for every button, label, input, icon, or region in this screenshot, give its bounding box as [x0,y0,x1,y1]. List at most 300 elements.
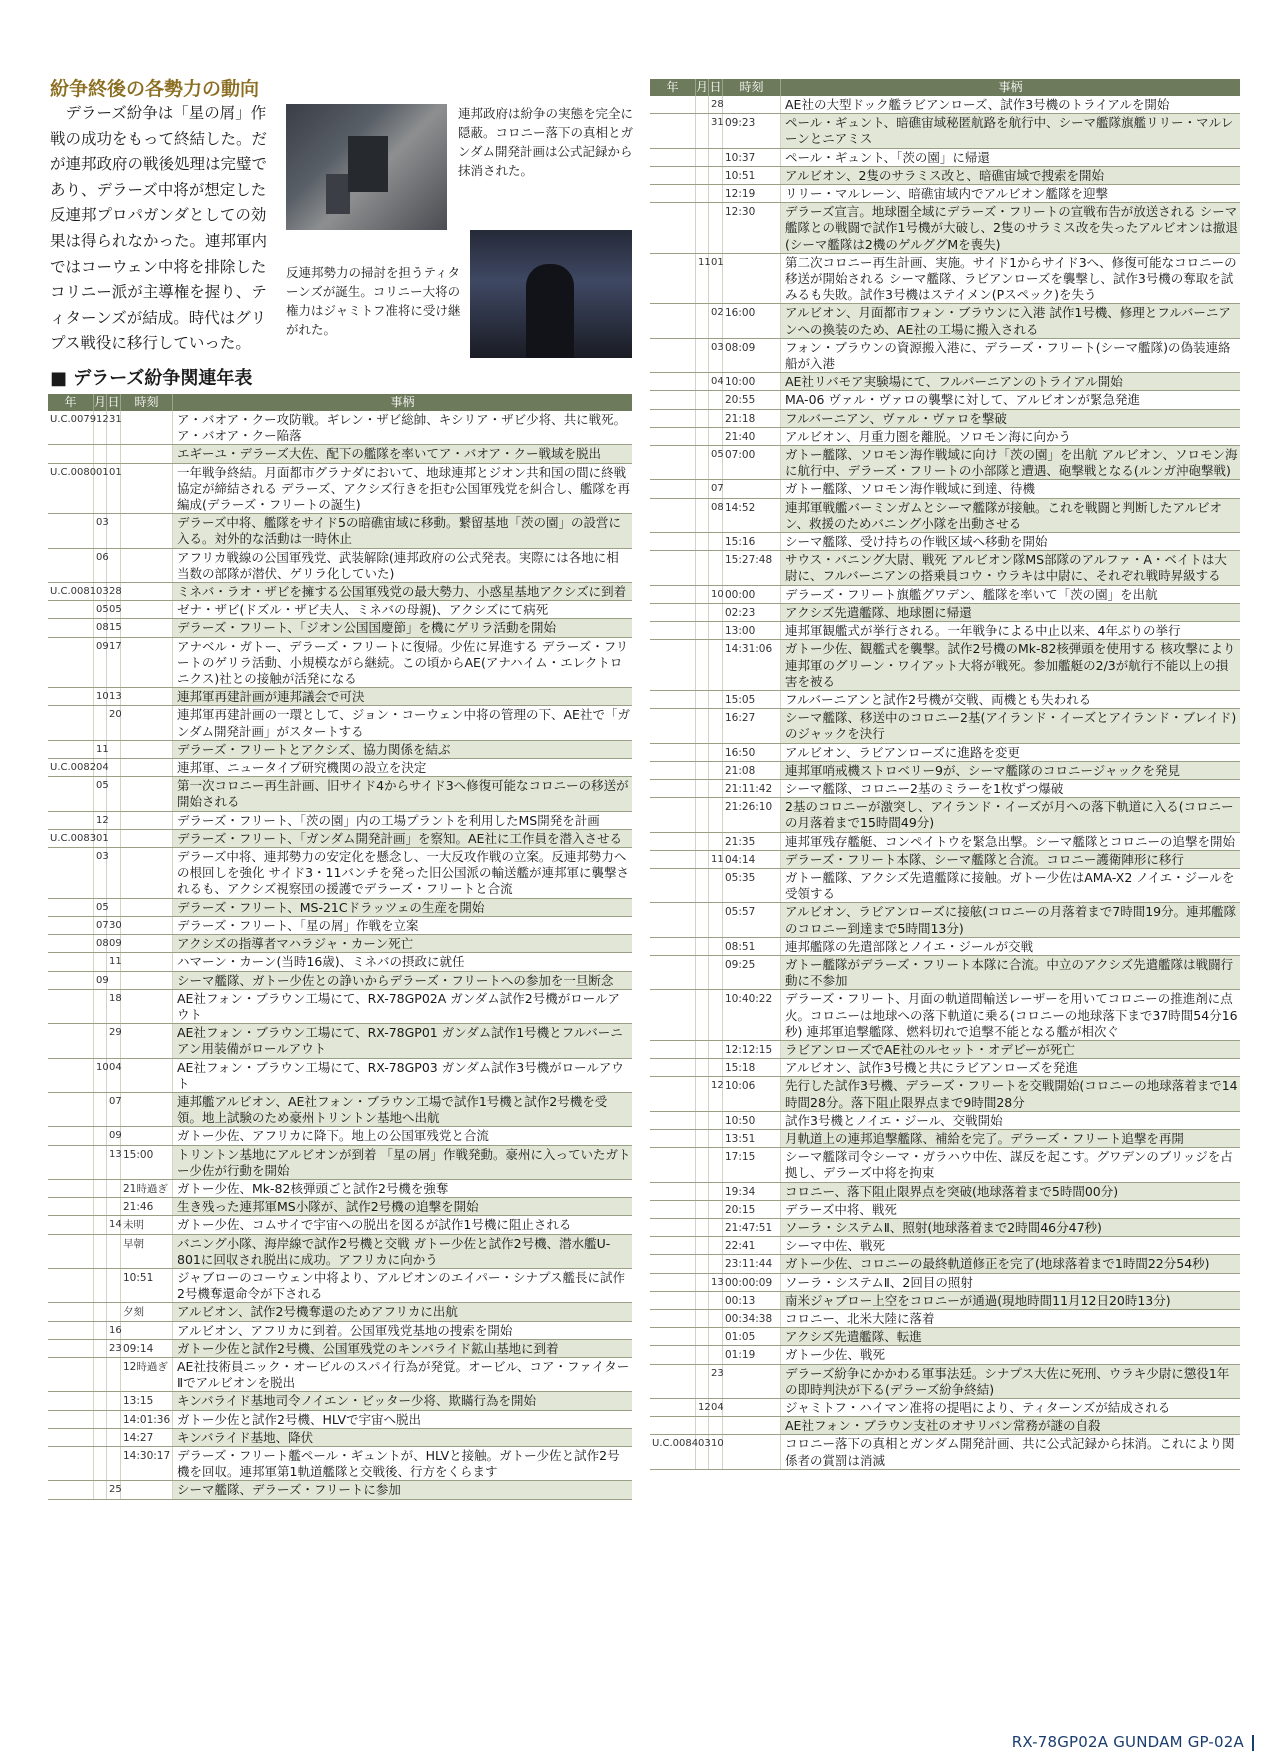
month-cell [696,185,709,202]
header-day: 日 [709,80,722,94]
day-cell [709,691,723,708]
year-cell [650,114,696,147]
month-cell [94,1322,107,1339]
year-cell [48,777,94,810]
day-cell [107,1392,121,1409]
month-cell [696,1148,709,1181]
time-cell: 00:00 [723,586,781,603]
time-cell: 16:50 [723,744,781,761]
event-cell: ゼナ・ザビ(ドズル・ザビ夫人、ミネバの母親)、アクシズにて病死 [177,602,549,618]
event-cell: キンバライド基地司令ノイエン・ビッター少将、欺瞞行為を開始 [173,1392,632,1409]
time-cell: 21時過ぎ [121,1180,173,1197]
day-cell [107,777,121,810]
time-cell [723,1417,781,1434]
time-cell [121,638,173,688]
time-cell: 01:19 [723,1346,781,1363]
day-cell [709,1130,723,1147]
year-cell: U.C.0080 [48,464,94,514]
year-cell [650,185,696,202]
year-cell [650,780,696,797]
event-cell: ジャミトフ・ハイマン准将の提唱により、ティターンズが結成される [785,1400,1171,1416]
day-cell: 31 [107,411,121,444]
table-row [650,744,1240,762]
day-cell [709,1255,723,1272]
time-cell [121,812,173,829]
day-cell [709,149,723,166]
year-cell: U.C.0082 [48,759,94,776]
year-cell [650,586,696,603]
day-cell [107,1411,121,1428]
table-row [650,304,1240,338]
time-cell [121,445,173,462]
event-cell: ガトー艦隊、アクシズ先遣艦隊に接触。ガトー少佐はAMA-X2 ノイエ・ジールを受領する [785,869,1235,902]
table-row [48,1392,632,1410]
month-cell: 05 [94,777,107,810]
event-cell: ソーラ・システムⅡ、照射(地球落着まで2時間46分47秒) [781,1219,1240,1236]
table-row [48,972,632,990]
year-cell: U.C.0081 [48,583,94,600]
time-cell [121,583,173,600]
day-cell: 28 [709,96,723,113]
month-cell: 10 [94,1059,107,1092]
month-cell: 11 [94,741,107,758]
month-cell [696,1328,709,1345]
time-cell: 22:41 [723,1237,781,1254]
table-row [650,185,1240,203]
event-cell: アクシズの指導者マハラジャ・カーン死亡 [173,935,632,952]
event-cell: AE社リバモア実験場にて、フルバーニアンのトライアル開始 [781,373,1240,390]
header-event: 事柄 [390,395,415,409]
event-cell: AE社技術員ニック・オービルのスパイ行為が発覚。オービル、コア・ファイターⅡでアルビオンを脱出 [177,1358,630,1391]
event-cell: ガトー少佐と試作2号機、公国軍残党のキンバライド鉱山基地に到着 [173,1340,632,1357]
year-cell [650,604,696,621]
table-header [48,394,632,411]
time-cell: 05:35 [723,869,781,902]
year-cell [48,445,94,462]
day-cell: 13 [107,1146,121,1179]
month-cell [696,851,709,868]
year-cell [48,688,94,705]
year-cell [650,762,696,779]
day-cell [709,869,723,902]
day-cell [709,833,723,850]
month-cell [696,304,709,337]
event-cell: デラーズ・フリート、「星の屑」作戦を立案 [177,917,419,933]
intro-text [50,101,276,357]
time-cell: 14:52 [723,499,781,532]
year-cell [48,848,94,898]
time-cell: 10:51 [121,1269,173,1302]
time-cell: 10:40:22 [723,990,781,1040]
day-cell: 13 [107,688,121,705]
month-cell: 09 [94,638,107,688]
table-row [650,709,1240,743]
table-row [650,1365,1240,1399]
header-month: 月 [696,80,709,94]
day-cell: 14 [107,1216,121,1233]
year-cell [48,1127,94,1144]
table-row [48,514,632,548]
event-cell: ミネバ・ラオ・ザビを擁する公国軍残党の最大勢力、小惑星基地アクシズに到着 [173,583,632,600]
time-cell: 00:00:09 [723,1274,781,1291]
table-row [650,339,1240,373]
year-cell [48,1303,94,1320]
year-cell [650,373,696,390]
event-cell: 第一次コロニー再生計画、旧サイド4からサイド3へ修復可能なコロニーの移送が開始される [173,777,632,810]
photo-caption-2: 反連邦勢力の掃討を担うティターンズが誕生。コリニー大将の権力はジャミトフ准将に受け継がれた。 [286,265,461,337]
month-cell [94,1269,107,1302]
table-row [48,1303,632,1321]
table-row [48,688,632,706]
table-row [650,1274,1240,1292]
photo-conference-room [286,104,447,230]
time-cell: 15:18 [723,1059,781,1076]
month-cell: 12 [94,812,107,829]
day-cell [709,640,723,690]
event-cell: シーマ艦隊、移送中のコロニー2基(アイランド・イーズとアイランド・ブレイド)のジャックを決行 [781,709,1240,742]
month-cell [696,551,709,584]
month-cell: 03 [94,514,107,547]
day-cell [107,848,121,898]
year-cell [48,619,94,636]
table-body [48,411,632,1500]
year-cell [48,1481,94,1498]
event-cell: 連邦軍再建計画が連邦議会で可決 [173,688,632,705]
month-cell [696,1077,709,1110]
year-cell [48,1429,94,1446]
day-cell [709,185,723,202]
day-cell: 20 [107,706,121,739]
month-cell [696,533,709,550]
event-cell: ア・バオア・クー攻防戦。ギレン・ザビ総帥、キシリア・ザビ少将、共に戦死。ア・バオア・クー陥落 [177,412,627,444]
day-cell: 31 [709,114,723,147]
table-row [48,1235,632,1269]
table-row [650,869,1240,903]
day-cell [107,1303,121,1320]
year-cell [650,833,696,850]
month-cell [696,938,709,955]
table-row [650,1219,1240,1237]
time-cell [121,972,173,989]
time-cell [121,990,173,1023]
time-cell [723,480,781,497]
year-cell [48,1024,94,1057]
year-cell: U.C.0084 [650,1435,696,1468]
month-cell [696,1059,709,1076]
event-cell: アルビオン、アフリカに到着。公国軍残党基地の捜索を開始 [177,1322,513,1338]
day-cell [709,903,723,936]
table-row [650,1435,1240,1469]
table-row [48,411,632,445]
time-cell: 00:34:38 [723,1310,781,1327]
event-cell: アクシズ先遣艦隊、転進 [781,1328,1240,1345]
year-cell [48,1269,94,1302]
month-cell: 03 [94,583,107,600]
event-cell: アルビオン、ラビアンローズに進路を変更 [785,744,1020,760]
event-cell: フォン・ブラウンの資源搬入港に、デラーズ・フリート(シーマ艦隊)の偽装連絡船が入港 [785,339,1231,372]
event-cell: デラーズ・フリート旗艦グワデン、艦隊を率いて「茨の園」を出航 [785,586,1158,602]
day-cell [709,956,723,989]
time-cell [121,601,173,618]
year-cell [650,1148,696,1181]
year-cell [650,254,696,304]
day-cell [709,990,723,1040]
time-cell: 21:35 [723,833,781,850]
day-cell: 09 [107,1127,121,1144]
time-cell [121,917,173,934]
month-cell: 01 [94,464,107,514]
year-cell [650,1183,696,1200]
event-cell: バニング小隊、海岸線で試作2号機と交戦 ガトー少佐と試作2号機、潜水艦U-801に回収され脱出に成功。アフリカに向かう [173,1235,632,1268]
day-cell [709,1417,723,1434]
event-cell: アナベル・ガトー、デラーズ・フリートに復帰。少佐に昇進する デラーズ・フリートのゲリラ活動、小規模ながら継続。この頃からAE(アナハイム・エレクトロニクス)社との接触が活発になる [177,638,629,687]
year-cell [650,410,696,427]
time-cell [723,1399,781,1416]
day-cell [107,1198,121,1215]
table-row [650,938,1240,956]
event-cell: デラーズ・フリート、「ジオン公国国慶節」を機にゲリラ活動を開始 [173,619,632,636]
day-cell [107,741,121,758]
time-cell [121,1093,173,1126]
day-cell [709,1201,723,1218]
month-cell [696,1183,709,1200]
year-cell [48,706,94,739]
event-cell: ガトー艦隊、ソロモン海作戦域に到達、待機 [785,481,1036,497]
day-cell [107,445,121,462]
time-cell: 05:57 [723,903,781,936]
table-row [48,1180,632,1198]
table-row [48,1481,632,1499]
event-cell: 連邦軍観艦式が挙行される。一年戦争による中止以来、4年ぶりの挙行 [785,623,1181,639]
year-cell [48,1447,94,1480]
month-cell [696,691,709,708]
day-cell: 08 [709,499,723,532]
time-cell [121,1024,173,1057]
month-cell: 12 [94,411,107,444]
time-cell: 14:27 [121,1429,173,1446]
table-row [48,549,632,583]
year-cell [650,1365,696,1398]
month-cell [696,1274,709,1291]
table-row [48,706,632,740]
month-cell [696,1310,709,1327]
year-cell [650,446,696,479]
month-cell [94,1024,107,1057]
month-cell [696,640,709,690]
timeline-title: ■ デラーズ紛争関連年表 [50,368,253,389]
month-cell: 12 [696,1399,709,1416]
month-cell [696,604,709,621]
photo-caption-1: 連邦政府は紛争の実態を完全に隠蔽。コロニー落下の真相とガンダム開発計画は公式記録から抹消された。 [458,106,634,178]
event-cell: 連邦軍再建計画の一環として、ジョン・コーウェン中将の管理の下、AE社で「ガンダム開発計画」がスタートする [177,707,630,739]
year-cell [48,1358,94,1391]
event-cell: AE社フォン・ブラウン工場にて、RX-78GP03 ガンダム試作3号機がロールアウト [177,1059,624,1091]
table-row [48,601,632,619]
year-cell [48,1198,94,1215]
month-cell [94,706,107,739]
month-cell [696,203,709,253]
time-cell [121,688,173,705]
day-cell: 25 [107,1481,121,1498]
table-row [48,1127,632,1145]
time-cell: 21:47:51 [723,1219,781,1236]
month-cell [696,990,709,1040]
year-cell [48,1411,94,1428]
time-cell [723,1435,781,1468]
event-cell: サウス・バニング大尉、戦死 アルビオン隊MS部隊のアルファ・A・ベイトは大尉に、フルバーニアンの搭乗員コウ・ウラキは中尉に、それぞれ戦時昇級する [781,551,1240,584]
year-cell [48,601,94,618]
day-cell [709,709,723,742]
year-cell [650,339,696,372]
year-cell [650,691,696,708]
year-cell [650,1041,696,1058]
day-cell [107,1235,121,1268]
event-cell: AE社の大型ドック艦ラビアンローズ、試作3号機のトライアルを開始 [785,97,1170,112]
event-cell: デラーズ・フリート、MS-21Cドラッツェの生産を開始 [173,899,632,916]
time-cell [121,759,173,776]
day-cell [709,1059,723,1076]
month-cell [94,1429,107,1446]
month-cell: 10 [94,688,107,705]
table-row [650,499,1240,533]
table-row [650,604,1240,622]
day-cell [709,1148,723,1181]
month-cell [696,339,709,372]
time-cell: 13:00 [723,622,781,639]
month-cell [94,1411,107,1428]
year-cell [650,167,696,184]
table-row [48,777,632,811]
time-cell: 21:46 [121,1198,173,1215]
event-cell: 2基のコロニーが激突し、アイランド・イーズが月への落下軌道に入る(コロニーの月落着まで15時間49分) [781,798,1240,831]
event-cell: MA-06 ヴァル・ヴァロの襲撃に対して、アルビオンが緊急発進 [785,392,1140,408]
day-cell: 10 [709,1435,723,1468]
table-row [650,1310,1240,1328]
time-cell: 21:08 [723,762,781,779]
table-row [650,990,1240,1041]
event-cell: ラビアンローズでAE社のルセット・オデビーが死亡 [781,1041,1240,1058]
time-cell [121,411,173,444]
day-cell [709,203,723,253]
time-cell: 10:50 [723,1112,781,1129]
day-cell [709,798,723,831]
year-cell: U.C.0083 [48,830,94,847]
month-cell [94,1127,107,1144]
table-row [48,935,632,953]
day-cell: 09 [107,935,121,952]
event-cell: 連邦艦アルビオン、AE社フォン・ブラウン工場で試作1号機と試作2号機を受領。地上試験のため豪州トリントン基地へ出航 [173,1093,632,1126]
table-row [650,551,1240,585]
month-cell [94,1093,107,1126]
year-cell [48,1322,94,1339]
time-cell: 02:23 [723,604,781,621]
day-cell: 23 [107,1340,121,1357]
photo-bridge [470,230,632,358]
day-cell [709,1237,723,1254]
year-cell [650,1292,696,1309]
time-cell [121,741,173,758]
day-cell [709,1310,723,1327]
day-cell: 11 [107,953,121,970]
time-cell [121,1322,173,1339]
header-month: 月 [94,395,107,409]
day-cell [709,1183,723,1200]
table-row [48,848,632,899]
day-cell [107,1447,121,1480]
year-cell [48,1216,94,1233]
table-row [650,1237,1240,1255]
event-cell: AE社フォン・ブラウン支社のオサリバン常務が謎の自殺 [781,1417,1240,1434]
year-cell [650,203,696,253]
time-cell [121,514,173,547]
year-cell [650,744,696,761]
time-cell [121,953,173,970]
header-time: 時刻 [121,394,173,411]
day-cell [709,1112,723,1129]
event-cell: デラーズ宣言。地球圏全域にデラーズ・フリートの宣戦布告が放送される シーマ艦隊との戦闘で試作1号機が大破し、2隻のサラミス改を失ったアルビオンは撤退(シーマ艦隊は2機のゲルググMを喪失) [781,203,1240,253]
event-cell: アルビオン、ラビアンローズに接舷(コロニーの月落着まで7時間19分。連邦艦隊のコロニー到達まで5時間13分) [781,903,1240,936]
time-cell: 08:09 [723,339,781,372]
table-row [650,956,1240,990]
time-cell: 17:15 [723,1148,781,1181]
time-cell: 10:06 [723,1077,781,1110]
month-cell: 11 [696,254,709,304]
month-cell [696,149,709,166]
year-cell [650,391,696,408]
year-cell [48,549,94,582]
table-row [650,1183,1240,1201]
month-cell [696,622,709,639]
table-row [48,638,632,689]
header-day: 日 [107,395,120,409]
event-cell: コロニー、北米大陸に落着 [785,1311,935,1327]
time-cell: 16:27 [723,709,781,742]
event-cell: シーマ艦隊、コロニー2基のミラーを1枚ずつ爆破 [785,780,1064,796]
day-cell [107,830,121,847]
year-cell [48,899,94,916]
day-cell: 02 [709,304,723,337]
time-cell: 09:23 [723,114,781,147]
month-cell [696,762,709,779]
time-cell: 20:15 [723,1201,781,1218]
event-cell: 生き残った連邦軍MS小隊が、試作2号機の追撃を開始 [173,1198,632,1215]
table-row [48,445,632,463]
day-cell [107,759,121,776]
intro-paragraph: デラーズ紛争は「星の屑」作戦の成功をもって終結した。だが連邦政府の戦後処理は完璧であり、デラーズ中将が想定した反連邦プロパガンダとしての効果は得られなかった。連邦軍内ではコーウェン中将を排除したコリニー派が主導権を握り、ティターンズが結成。時代はグリプス戦役に移行していった。 [50,104,268,353]
month-cell: 04 [94,759,107,776]
year-cell [48,972,94,989]
table-row [48,759,632,777]
day-cell: 07 [107,1093,121,1126]
table-row [650,1059,1240,1077]
month-cell [696,167,709,184]
day-cell: 07 [709,480,723,497]
month-cell [696,1237,709,1254]
year-cell [650,1219,696,1236]
event-cell: デラーズ中将、艦隊をサイド5の暗礁宙域に移動。繋留基地「茨の園」の設営に入る。対外的な活動は一時休止 [173,514,632,547]
month-cell: 09 [94,972,107,989]
day-cell [709,622,723,639]
month-cell [94,1358,107,1391]
time-cell: 10:51 [723,167,781,184]
day-cell: 29 [107,1024,121,1057]
year-cell [650,640,696,690]
time-cell [723,254,781,304]
month-cell [94,1180,107,1197]
year-cell [48,990,94,1023]
event-cell: フルバーニアン、ヴァル・ヴァロを撃破 [781,410,1240,427]
day-cell: 15 [107,619,121,636]
